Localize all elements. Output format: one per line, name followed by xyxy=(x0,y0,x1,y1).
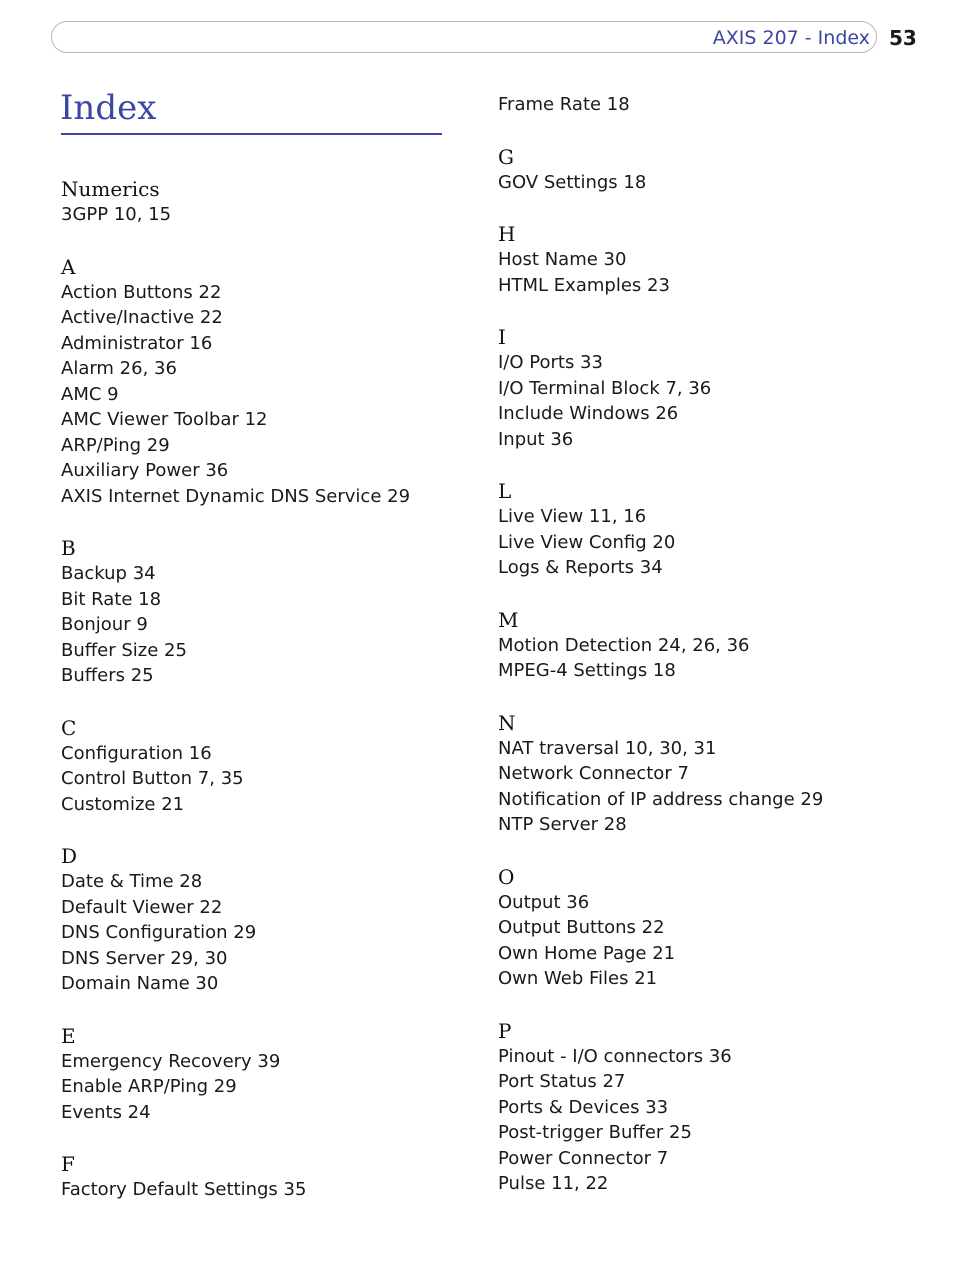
index-section xyxy=(498,1018,928,1197)
index-entry: Include Windows 26 xyxy=(498,403,679,424)
index-entry: Input 36 xyxy=(498,428,574,450)
index-entry: DNS Configuration 29 xyxy=(61,922,257,943)
index-entry: Pulse 11, 22 xyxy=(498,1173,609,1194)
index-entry: AMC 9 xyxy=(61,383,119,405)
index-entry: GOV Settings 18 xyxy=(498,171,647,193)
index-letter-heading: F xyxy=(61,1152,75,1176)
index-entry: Auxiliary Power 36 xyxy=(61,460,229,481)
index-entry: Bit Rate 18 xyxy=(61,588,162,610)
index-entry: Domain Name 30 xyxy=(61,973,219,994)
index-entry: Alarm 26, 36 xyxy=(61,358,177,379)
index-section xyxy=(61,535,461,689)
index-entry: Frame Rate 18 xyxy=(498,94,630,115)
index-entry: I/O Ports 33 xyxy=(498,352,603,373)
index-section xyxy=(498,710,928,838)
index-section xyxy=(61,254,461,510)
index-entry: Action Buttons 22 xyxy=(61,281,222,303)
page-title: Index xyxy=(60,88,157,128)
index-letter-heading: B xyxy=(61,536,76,560)
index-entry: Own Web Files 21 xyxy=(498,968,658,989)
index-letter-heading: Numerics xyxy=(61,177,160,201)
index-entry: Emergency Recovery 39 xyxy=(61,1050,281,1072)
index-entry: Post-trigger Buffer 25 xyxy=(498,1122,692,1143)
index-letter-heading: H xyxy=(498,222,516,246)
index-entry: Logs & Reports 34 xyxy=(498,557,663,578)
index-entry: Host Name 30 xyxy=(498,249,627,270)
index-entry: Active/Inactive 22 xyxy=(61,307,223,328)
index-entry: Notification of IP address change 29 xyxy=(498,788,824,810)
index-entry: Output 36 xyxy=(498,891,590,913)
index-section xyxy=(498,144,928,196)
index-entry: 3GPP 10, 15 xyxy=(61,204,172,225)
index-entry: Backup 34 xyxy=(61,563,156,584)
index-entry: AXIS Internet Dynamic DNS Service 29 xyxy=(61,485,411,507)
index-letter-heading: M xyxy=(498,607,519,632)
index-section xyxy=(61,1023,461,1126)
index-entry: Output Buttons 22 xyxy=(498,917,665,938)
index-entry: HTML Examples 23 xyxy=(498,274,670,296)
index-entry: Administrator 16 xyxy=(61,332,213,354)
index-letter-heading: I xyxy=(498,325,506,349)
index-letter-heading: G xyxy=(498,144,514,169)
index-entry: Bonjour 9 xyxy=(61,614,148,635)
index-letter-heading: O xyxy=(498,864,515,889)
index-entry: MPEG-4 Settings 18 xyxy=(498,660,676,681)
index-entry: Live View Config 20 xyxy=(498,531,676,553)
index-entry: ARP/Ping 29 xyxy=(61,434,170,456)
index-letter-heading: N xyxy=(498,710,516,735)
index-entry: Ports & Devices 33 xyxy=(498,1096,669,1118)
index-entry: Port Status 27 xyxy=(498,1071,626,1092)
index-entry: Power Connector 7 xyxy=(498,1147,669,1169)
index-letter-heading: C xyxy=(61,715,77,740)
index-section xyxy=(498,864,928,992)
index-section xyxy=(498,607,928,684)
index-entry: Buffer Size 25 xyxy=(61,639,187,661)
index-entry: Events 24 xyxy=(61,1101,151,1123)
index-entry: Factory Default Settings 35 xyxy=(61,1179,307,1200)
index-entry: Motion Detection 24, 26, 36 xyxy=(498,634,750,656)
index-section xyxy=(61,843,461,997)
index-entry: Control Button 7, 35 xyxy=(61,768,244,789)
index-entry: AMC Viewer Toolbar 12 xyxy=(61,409,268,430)
index-column-left xyxy=(61,176,461,1229)
page-number: 53 xyxy=(889,26,917,50)
index-section xyxy=(498,221,928,298)
index-letter-heading: E xyxy=(61,1023,76,1048)
index-section xyxy=(498,324,928,452)
index-entry: Enable ARP/Ping 29 xyxy=(61,1076,237,1097)
index-section xyxy=(61,176,461,228)
index-letter-heading: L xyxy=(498,479,512,503)
index-entry: NAT traversal 10, 30, 31 xyxy=(498,737,717,759)
index-entry: Network Connector 7 xyxy=(498,763,689,784)
index-entry: DNS Server 29, 30 xyxy=(61,947,228,969)
index-entry: Buffers 25 xyxy=(61,665,154,686)
index-letter-heading: P xyxy=(498,1018,512,1043)
index-section xyxy=(498,92,928,118)
index-entry: Date & Time 28 xyxy=(61,871,203,892)
index-column-right xyxy=(498,92,928,1223)
title-underline xyxy=(61,133,442,135)
index-entry: I/O Terminal Block 7, 36 xyxy=(498,377,712,399)
index-entry: Pinout - I/O connectors 36 xyxy=(498,1045,732,1067)
index-section xyxy=(61,715,461,818)
index-section xyxy=(61,1151,461,1203)
index-entry: Configuration 16 xyxy=(61,742,212,764)
index-entry: Live View 11, 16 xyxy=(498,506,647,527)
index-section xyxy=(498,478,928,581)
index-entry: Customize 21 xyxy=(61,793,185,815)
index-entry: Own Home Page 21 xyxy=(498,942,676,964)
index-letter-heading: A xyxy=(61,254,76,279)
index-entry: NTP Server 28 xyxy=(498,814,627,835)
index-letter-heading: D xyxy=(61,844,78,868)
header-title: AXIS 207 - Index xyxy=(712,27,870,49)
index-entry: Default Viewer 22 xyxy=(61,896,223,918)
